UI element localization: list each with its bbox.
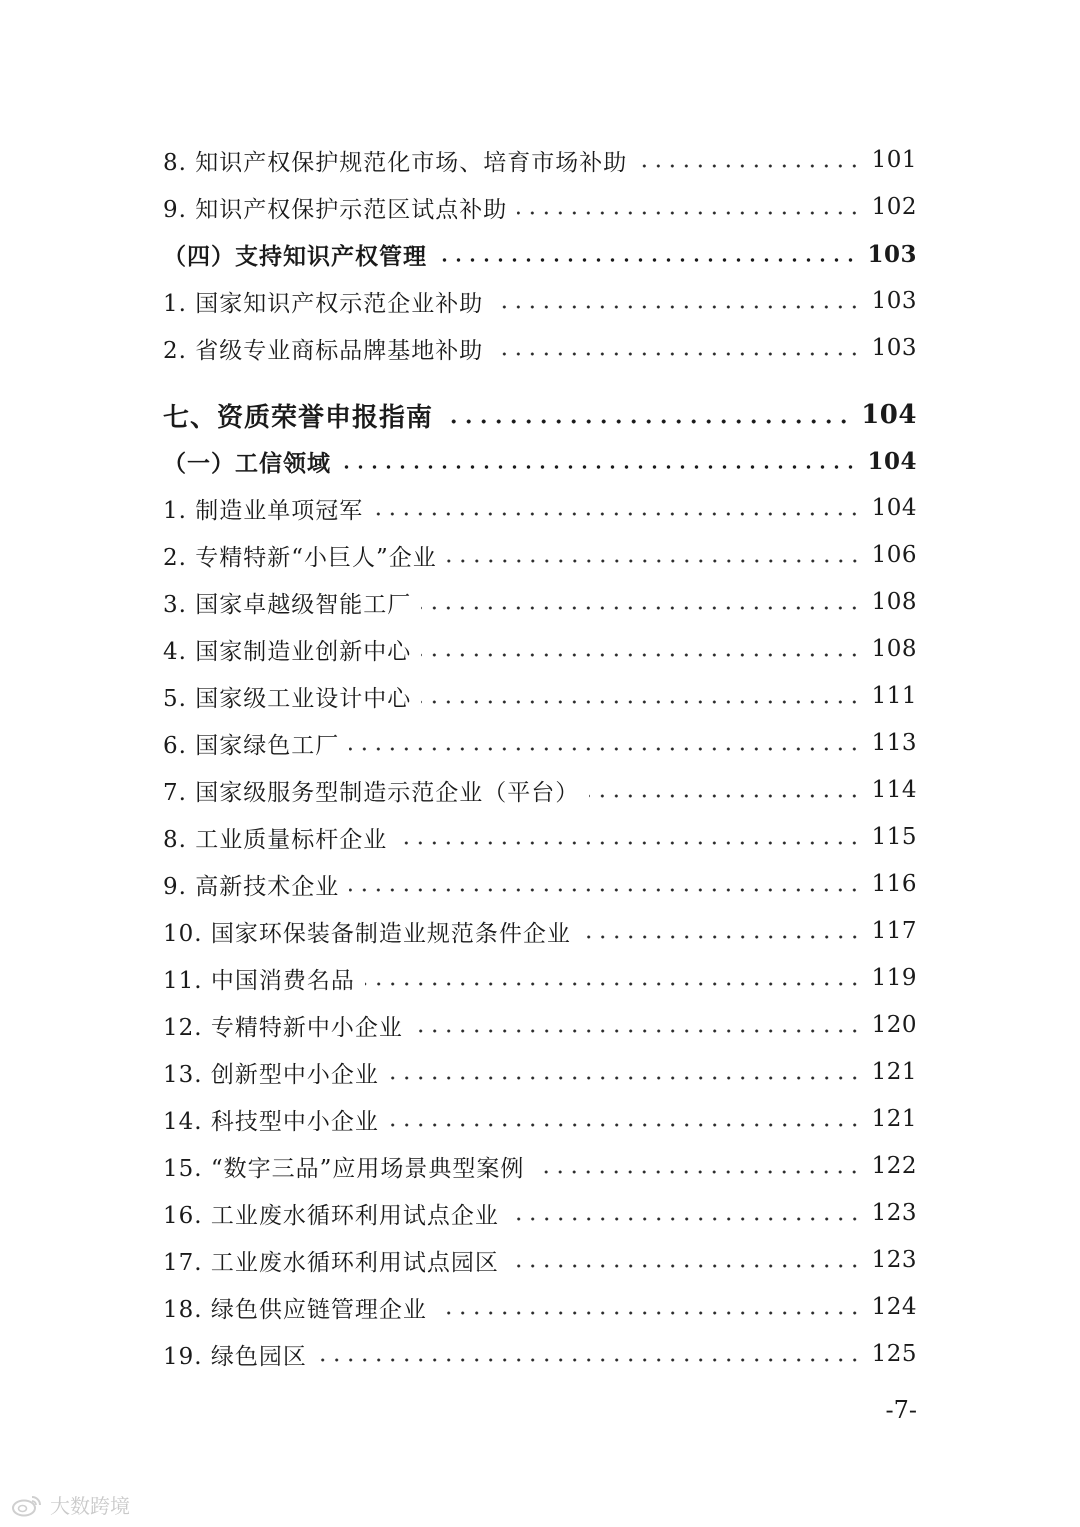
toc-entry-title: 10. 国家环保装备制造业规范条件企业 bbox=[163, 920, 571, 947]
toc-entry[interactable] bbox=[163, 582, 917, 622]
toc-entry-page: 103 bbox=[871, 335, 917, 361]
toc-entry-page: 114 bbox=[871, 777, 917, 803]
toc-entry[interactable] bbox=[163, 770, 917, 810]
toc-entry-page: 113 bbox=[871, 730, 917, 756]
toc-entry-page: 106 bbox=[871, 542, 917, 568]
toc-dot-leader bbox=[365, 982, 862, 986]
toc-entry-page: 103 bbox=[867, 240, 917, 268]
toc-dot-leader bbox=[389, 1123, 862, 1127]
toc-entry-title: 5. 国家级工业设计中心 bbox=[163, 685, 412, 712]
toc-entry[interactable] bbox=[163, 1052, 917, 1092]
toc-entry-page: 123 bbox=[871, 1247, 917, 1273]
toc-dot-leader bbox=[493, 305, 861, 309]
toc-entry-title: 9. 知识产权保护示范区试点补助 bbox=[163, 196, 508, 223]
toc-dot-leader bbox=[443, 419, 851, 424]
toc-entry[interactable] bbox=[163, 958, 917, 998]
toc-entry-title: （一）工信领域 bbox=[163, 449, 331, 477]
toc-dot-leader bbox=[509, 1217, 862, 1221]
toc-dot-leader bbox=[373, 512, 861, 516]
toc-entry[interactable] bbox=[163, 535, 917, 575]
toc-entry-title: 1. 制造业单项冠军 bbox=[163, 497, 364, 524]
toc-dot-leader bbox=[413, 1029, 862, 1033]
toc-entry[interactable] bbox=[163, 140, 917, 180]
toc-entry[interactable] bbox=[163, 281, 917, 321]
toc-entry-page: 120 bbox=[871, 1012, 917, 1038]
toc-entry-page: 124 bbox=[871, 1294, 917, 1320]
watermark bbox=[10, 1490, 130, 1519]
toc-entry-page: 102 bbox=[871, 194, 917, 220]
toc-entry[interactable] bbox=[163, 328, 917, 368]
toc-entry-title: 11. 中国消费名品 bbox=[163, 967, 355, 994]
toc-entry-title: 七、资质荣誉申报指南 bbox=[163, 402, 434, 433]
toc-section-entry[interactable] bbox=[163, 234, 917, 274]
weibo-logo-icon bbox=[10, 1493, 44, 1517]
toc-section-entry[interactable] bbox=[163, 441, 917, 481]
toc-entry-title: 3. 国家卓越级智能工厂 bbox=[163, 591, 412, 618]
toc-entry[interactable] bbox=[163, 187, 917, 227]
toc-dot-leader bbox=[589, 794, 861, 798]
toc-entry-title: 1. 国家知识产权示范企业补助 bbox=[163, 290, 484, 317]
toc-entry-page: 111 bbox=[871, 683, 917, 709]
toc-dot-leader bbox=[349, 888, 861, 892]
toc-entry[interactable] bbox=[163, 1334, 917, 1374]
toc-entry-page: 117 bbox=[871, 918, 917, 944]
toc-entry-title: 6. 国家绿色工厂 bbox=[163, 732, 340, 759]
toc-entry-title: 16. 工业废水循环利用试点企业 bbox=[163, 1202, 499, 1229]
toc-chapter-entry[interactable] bbox=[163, 393, 917, 437]
toc-dot-leader bbox=[317, 1358, 862, 1362]
toc-entry-title: 4. 国家制造业创新中心 bbox=[163, 638, 412, 665]
toc-dot-leader bbox=[349, 747, 861, 751]
toc-entry-title: 15. “数字三品”应用场景典型案例 bbox=[163, 1155, 525, 1182]
toc-entry-page: 121 bbox=[871, 1106, 917, 1132]
toc-dot-leader bbox=[447, 559, 862, 563]
toc-dot-leader bbox=[421, 606, 861, 610]
page-number: -7- bbox=[885, 1396, 917, 1424]
toc-entry[interactable] bbox=[163, 1240, 917, 1280]
toc-entry-title: 9. 高新技术企业 bbox=[163, 873, 340, 900]
toc-entry[interactable] bbox=[163, 1005, 917, 1045]
toc-entry-title: 7. 国家级服务型制造示范企业（平台） bbox=[163, 779, 580, 806]
toc-entry-page: 119 bbox=[871, 965, 917, 991]
toc-entry-page: 103 bbox=[871, 288, 917, 314]
toc-entry[interactable] bbox=[163, 864, 917, 904]
toc-entry-title: 2. 省级专业商标品牌基地补助 bbox=[163, 337, 484, 364]
toc-dot-leader bbox=[581, 935, 862, 939]
toc-entry-page: 108 bbox=[871, 589, 917, 615]
toc-entry-page: 123 bbox=[871, 1200, 917, 1226]
toc-entry[interactable] bbox=[163, 1287, 917, 1327]
toc-entry-page: 115 bbox=[871, 824, 917, 850]
toc-entry[interactable] bbox=[163, 911, 917, 951]
toc-entry-title: 8. 工业质量标杆企业 bbox=[163, 826, 388, 853]
toc-entry-page: 104 bbox=[861, 400, 917, 430]
toc-entry-title: 12. 专精特新中小企业 bbox=[163, 1014, 403, 1041]
toc-entry-title: 19. 绿色园区 bbox=[163, 1343, 307, 1370]
toc-dot-leader bbox=[517, 211, 861, 215]
toc-entry[interactable] bbox=[163, 817, 917, 857]
toc-dot-leader bbox=[421, 700, 861, 704]
toc-entry[interactable] bbox=[163, 676, 917, 716]
toc-dot-leader bbox=[437, 258, 857, 262]
toc-entry[interactable] bbox=[163, 629, 917, 669]
toc-entry-title: （四）支持知识产权管理 bbox=[163, 242, 427, 270]
toc-entry[interactable] bbox=[163, 1099, 917, 1139]
toc-entry-title: 8. 知识产权保护规范化市场、培育市场补助 bbox=[163, 149, 628, 176]
toc-entry-title: 14. 科技型中小企业 bbox=[163, 1108, 379, 1135]
toc-entry-title: 17. 工业废水循环利用试点园区 bbox=[163, 1249, 499, 1276]
toc-entry-page: 116 bbox=[871, 871, 917, 897]
toc-entry[interactable] bbox=[163, 1146, 917, 1186]
toc-entry-page: 108 bbox=[871, 636, 917, 662]
toc-dot-leader bbox=[509, 1264, 862, 1268]
toc-dot-leader bbox=[397, 841, 861, 845]
watermark-text: 大数跨境 bbox=[50, 1494, 130, 1518]
toc-dot-leader bbox=[389, 1076, 862, 1080]
toc-dot-leader bbox=[637, 164, 861, 168]
toc-entry-page: 101 bbox=[871, 147, 917, 173]
toc-entry-page: 104 bbox=[867, 447, 917, 475]
toc-entry-page: 125 bbox=[871, 1341, 917, 1367]
toc-dot-leader bbox=[534, 1170, 861, 1174]
toc-entry[interactable] bbox=[163, 1193, 917, 1233]
toc-entry-page: 121 bbox=[871, 1059, 917, 1085]
toc-entry-title: 13. 创新型中小企业 bbox=[163, 1061, 379, 1088]
toc-dot-leader bbox=[493, 352, 861, 356]
toc-entry-title: 2. 专精特新“小巨人”企业 bbox=[163, 544, 437, 571]
toc-entry-page: 104 bbox=[871, 495, 917, 521]
toc-entry[interactable] bbox=[163, 723, 917, 763]
toc-entry-page: 122 bbox=[871, 1153, 917, 1179]
toc-entry[interactable] bbox=[163, 488, 917, 528]
toc-dot-leader bbox=[421, 653, 861, 657]
toc-dot-leader bbox=[437, 1311, 862, 1315]
toc-dot-leader bbox=[341, 465, 857, 469]
toc-entry-title: 18. 绿色供应链管理企业 bbox=[163, 1296, 427, 1323]
